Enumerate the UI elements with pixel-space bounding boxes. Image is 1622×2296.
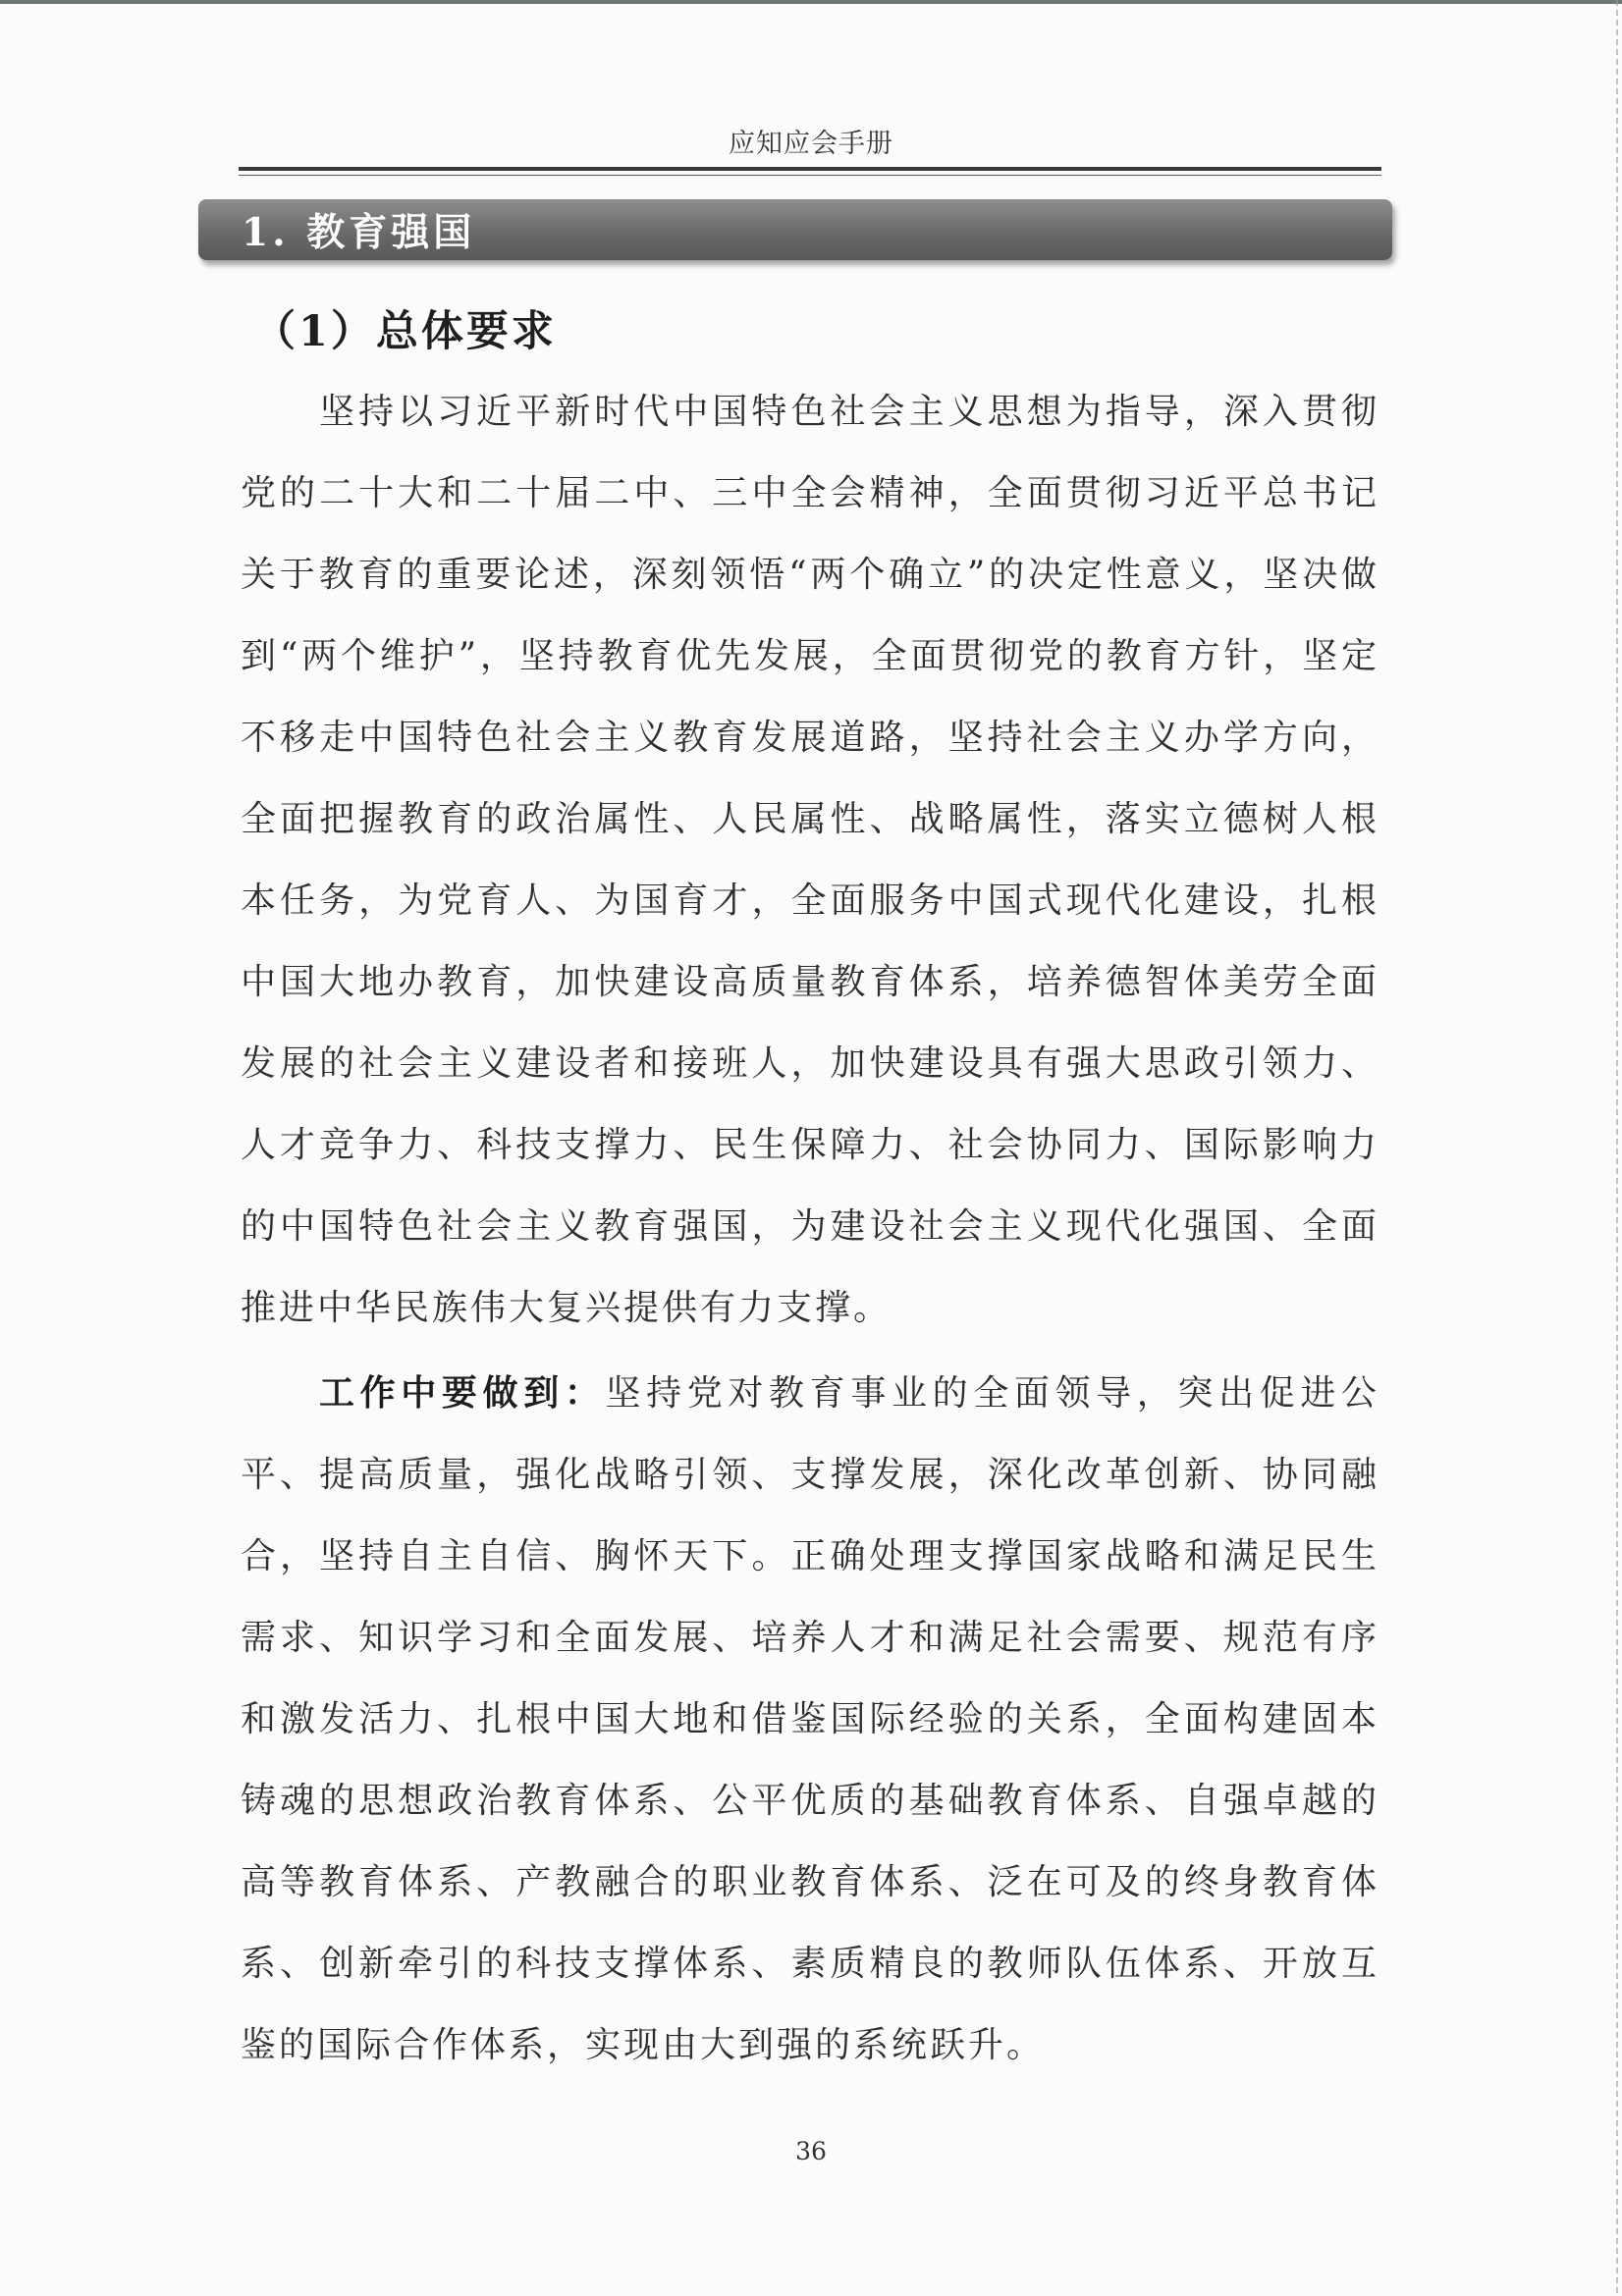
scan-right-edge <box>1616 0 1618 2296</box>
section-title: 1. 教育强国 <box>242 210 476 255</box>
running-header: 应知应会手册 <box>729 129 893 159</box>
scan-top-edge <box>0 0 1622 4</box>
page-number: 36 <box>795 2137 827 2165</box>
subsection-title: （1）总体要求 <box>253 307 557 356</box>
paragraph-work-requirements <box>241 1353 1379 2086</box>
paragraph-lead-label: 工作中要做到： <box>319 1372 606 1414</box>
header-rule-thin <box>239 175 1381 176</box>
header-rule-thick <box>239 167 1381 171</box>
paragraph-text: 坚持以习近平新时代中国特色社会主义思想为指导，深入贯彻党的二十大和二十届二中、三中全会精神，全面贯彻习近平总书记关于教育的重要论述，深刻领悟“两个确立”的决定性意义，坚决做到“两个维护”，坚持教育优先发展，全面贯彻党的教育方针，坚定不移走中国特色社会主义教育发展道路，坚持社会主义办学方向，全面把握教育的政治属性、人民属性、战略属性，落实立德树人根本任务，为党育人、为国育才，全面服务中国式现代化建设，扎根中国大地办教育，加快建设高质量教育体系，培养德智体美劳全面发展的社会主义建设者和接班人，加快建设具有强大思政引领力、人才竞争力、科技支撑力、民生保障力、社会协同力、国际影响力的中国特色社会主义教育强国，为建设社会主义现代化强国、全面推进中华民族伟大复兴提供有力支撑。 <box>241 392 1379 1328</box>
paragraph-text: 坚持党对教育事业的全面领导，突出促进公平、提高质量，强化战略引领、支撑发展，深化改革创新、协同融合，坚持自主自信、胸怀天下。正确处理支撑国家战略和满足民生需求、知识学习和全面发展、培养人才和满足社会需要、规范有序和激发活力、扎根中国大地和借鉴国际经验的关系，全面构建固本铸魂的思想政治教育体系、公平优质的基础教育体系、自强卓越的高等教育体系、产教融合的职业教育体系、泛在可及的终身教育体系、创新牵引的科技支撑体系、素质精良的教师队伍体系、开放互鉴的国际合作体系，实现由大到强的系统跃升。 <box>241 1373 1379 2065</box>
section-banner <box>198 199 1392 260</box>
paragraph-overall-requirements <box>241 371 1379 1349</box>
